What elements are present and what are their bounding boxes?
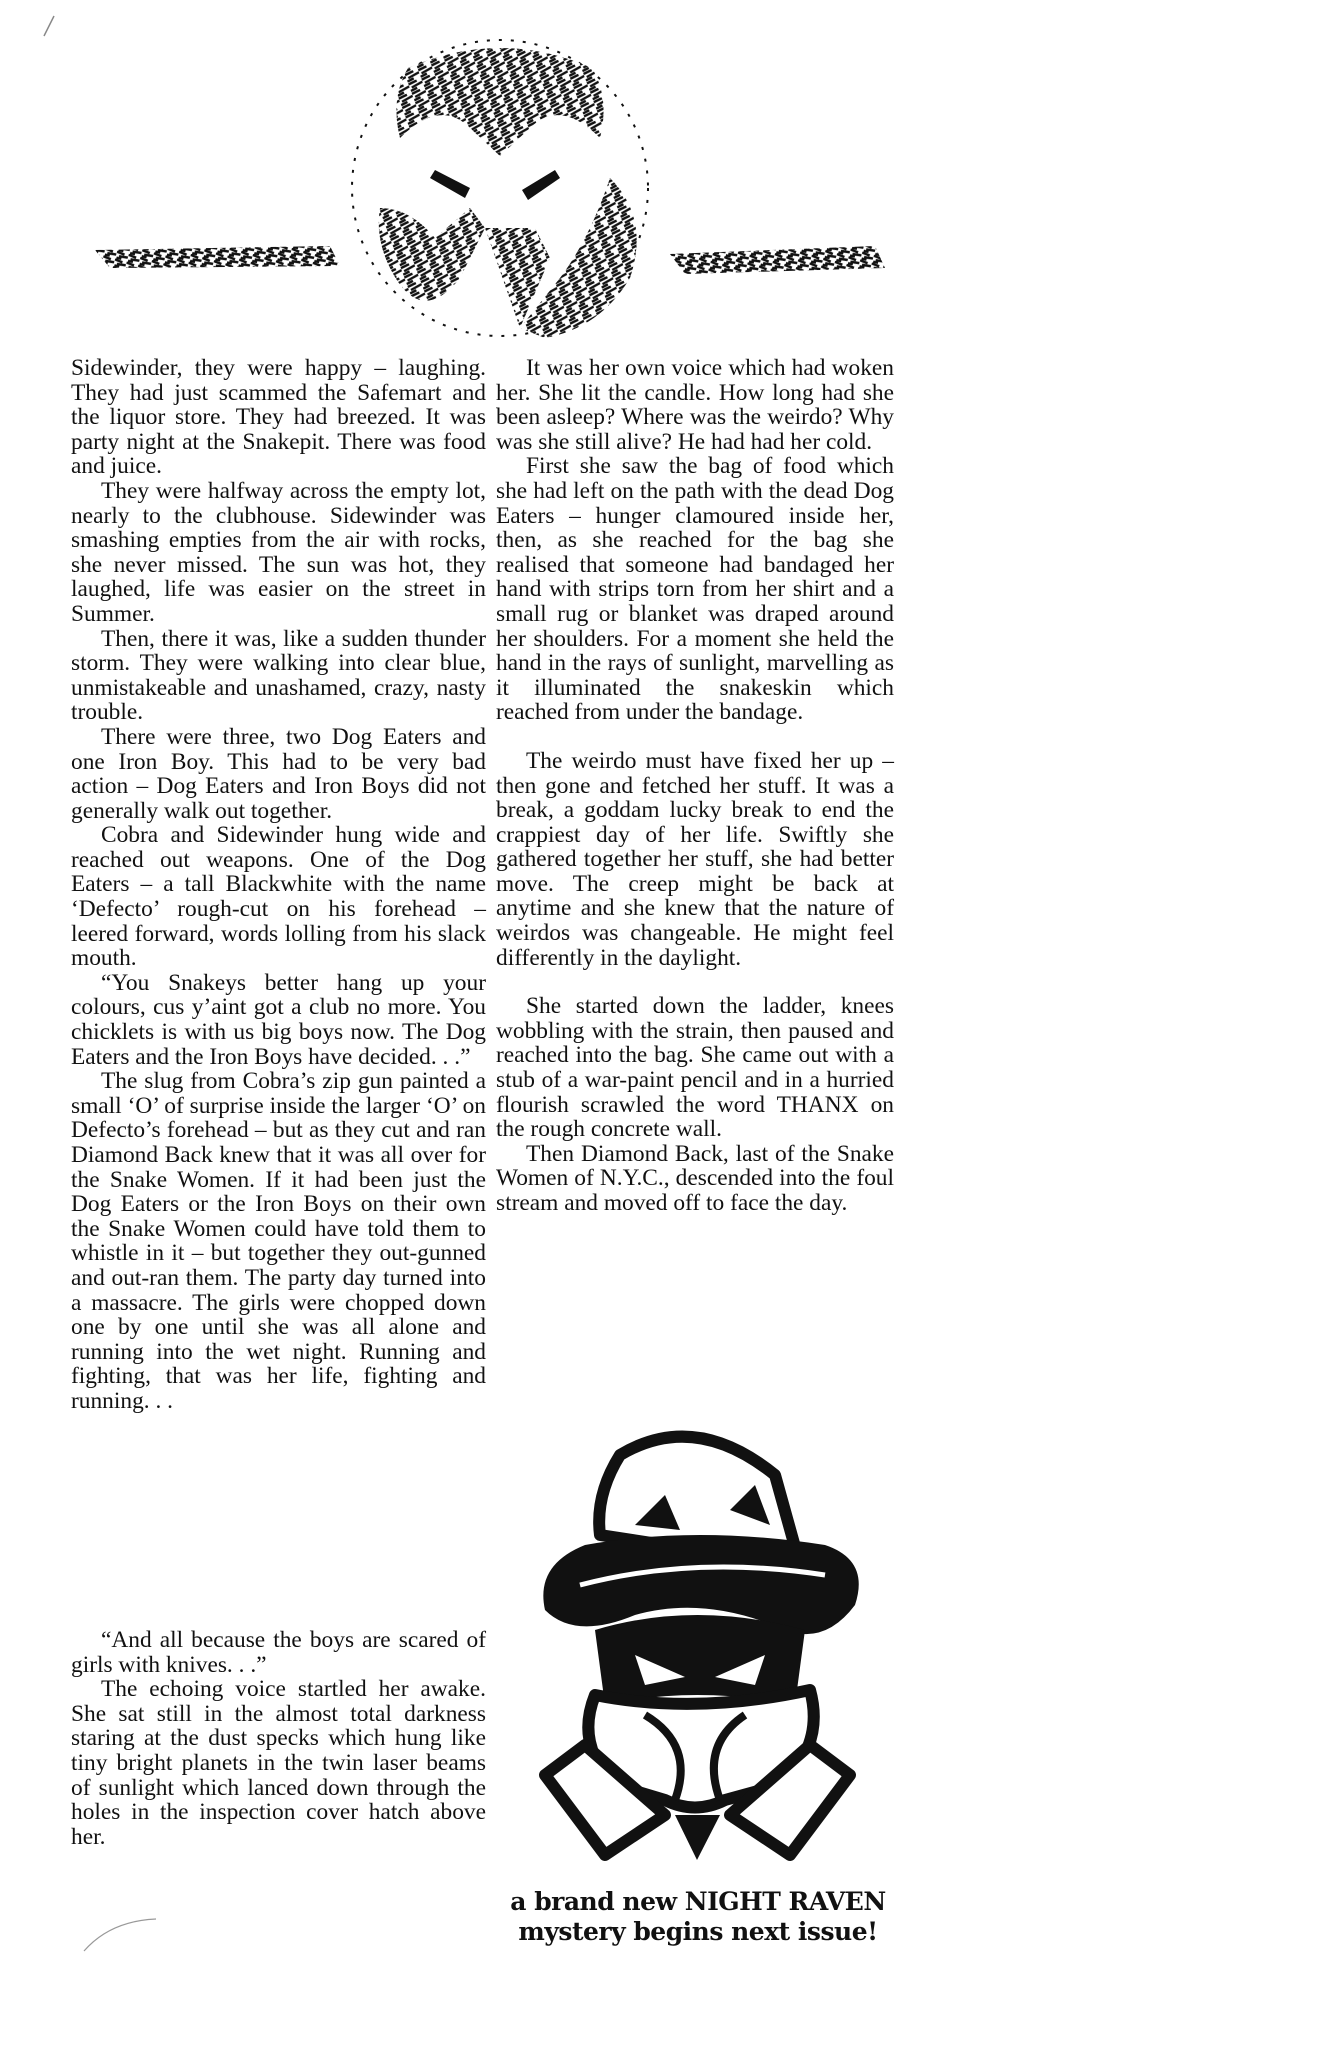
- paragraph: Cobra and Sidewinder hung wide and reached out weapons. One of the Dog Eaters – a tall Blackwhite with the name ‘Defecto’ rough-cut on his forehead – leered forward, words lolling from his slack mouth.: [71, 822, 486, 972]
- story-left-column-top: [71, 356, 486, 1414]
- paragraph: She started down the ladder, knees wobbling with the strain, then paused and reached into the bag. She came out with a stub of a war-paint pencil and in a hurried flourish scrawled the word THANX on the rough concrete wall.: [496, 993, 894, 1143]
- paragraph: The echoing voice startled her awake. She sat still in the almost total darkness staring at the dust specks which hung like tiny bright planets in the twin laser beams of sunlight which lanced down through the holes in the inspection cover hatch above her.: [71, 1676, 486, 1850]
- snake-emblem-icon: [90, 28, 1240, 358]
- promo-line-2: mystery begins next issue!: [518, 1917, 878, 1946]
- stray-mark: [80, 1915, 160, 1955]
- right-band: [670, 246, 885, 274]
- paragraph: “And all because the boys are scared of girls with knives. . .”: [71, 1627, 486, 1678]
- night-raven-mask-icon: [525, 1415, 870, 1865]
- paragraph: Then, there it was, like a sudden thunder storm. They were walking into clear blue, unmistakeable and unashamed, crazy, nasty trouble.: [71, 625, 486, 726]
- stray-mark: [40, 10, 60, 40]
- story-left-column-bottom: [71, 1628, 486, 1849]
- left-band: [95, 246, 340, 268]
- paragraph: They were halfway across the empty lot, nearly to the clubhouse. Sidewinder was smashing empties from the air with rocks, she never missed. The sun was hot, they laughed, life was easier on the street in Summer.: [71, 477, 486, 627]
- paragraph: There were three, two Dog Eaters and one Iron Boy. This had to be very bad action – Dog Eaters and Iron Boys did not generally walk out together.: [71, 723, 486, 824]
- next-issue-promo: [478, 1887, 918, 1947]
- story-right-column: [496, 356, 894, 1216]
- paragraph: First she saw the bag of food which she had left on the path with the dead Dog Eaters – hunger clamoured inside her, then, as she reached for the bag she realised that someone had bandaged her hand with strips torn from her shirt and a small rug or blanket was draped around her shoulders. For a moment she held the hand in the rays of sunlight, marvelling as it illuminated the snakeskin which reached from under the bandage.: [496, 453, 894, 726]
- paragraph: It was her own voice which had woken her. She lit the candle. How long had she been asleep? Where was the weirdo? Why was she still alive? He had had her cold.: [496, 355, 894, 455]
- paragraph: The slug from Cobra’s zip gun painted a small ‘O’ of surprise inside the larger ‘O’ on Defecto’s forehead – but as they cut and ran Diamond Back knew that it was all over for the Snake Women. If it had been just the Dog Eaters or the Iron Boys on their own the Snake Women could have told them to whistle in it – but together they out-gunned and out-ran them. The party day turned into a massacre. The girls were chopped down one by one until she was all alone and running into the wet night. Running and fighting, that was her life, fighting and running. . .: [71, 1068, 486, 1414]
- promo-line-1: a brand new NIGHT RAVEN: [510, 1887, 886, 1916]
- paragraph: Then Diamond Back, last of the Snake Women of N.Y.C., descended into the foul stream and moved off to face the day.: [496, 1140, 894, 1216]
- paragraph: The weirdo must have fixed her up – then gone and fetched her stuff. It was a break, a goddam lucky break to end the crappiest day of her life. Swiftly she gathered together her stuff, she had better move. The creep might be back at anytime and she knew that the nature of weirdos was changeable. He might feel differently in the daylight.: [496, 747, 894, 971]
- paragraph: “You Snakeys better hang up your colours, cus y’aint got a club no more. You chicklets is with us big boys now. The Dog Eaters and the Iron Boys have decided. . .”: [71, 969, 486, 1070]
- paragraph: Sidewinder, they were happy – laughing. They had just scammed the Safemart and the liquor store. They had breezed. It was party night at the Snakepit. There was food and juice.: [71, 355, 486, 480]
